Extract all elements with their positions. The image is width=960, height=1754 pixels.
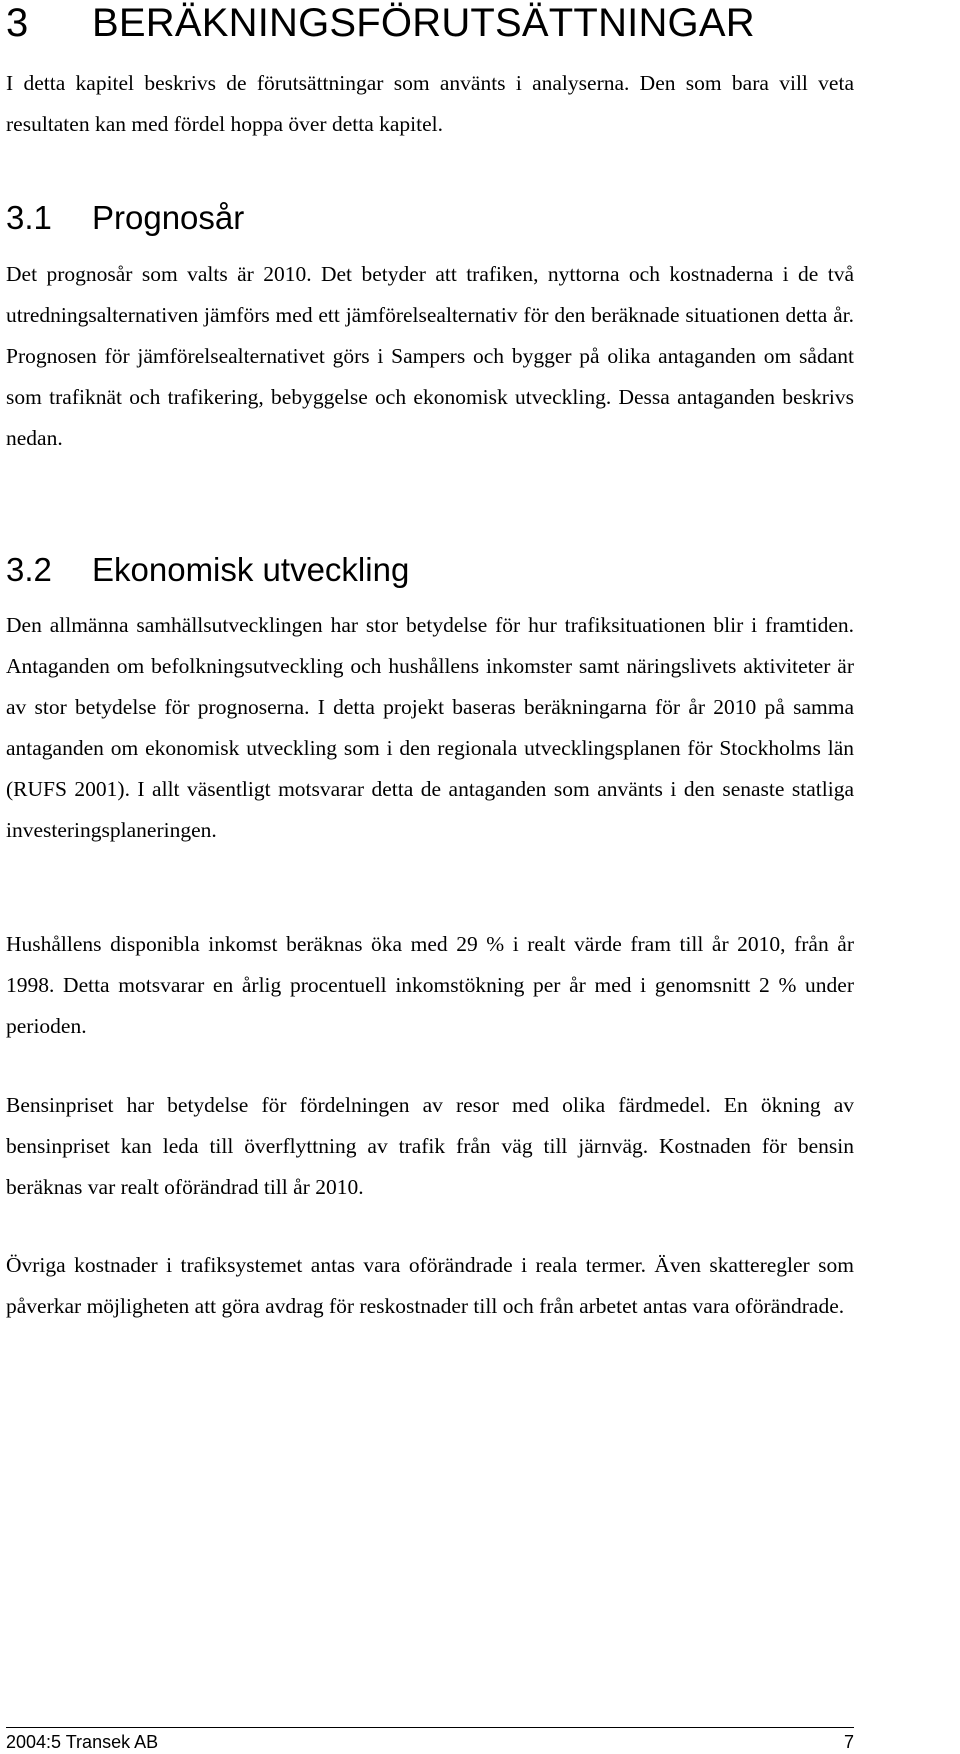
economic-development-paragraph-4: Övriga kostnader i trafiksystemet antas vara oförändrade i reala termer. Även skatteregler som påverkar möjligheten att göra avdrag för reskostnader till och från arbetet antas vara oförändrade. xyxy=(6,1253,854,1318)
chapter-intro-paragraph: I detta kapitel beskrivs de förutsättningar som använts i analyserna. Den som bara vill veta resultaten kan med fördel hoppa över detta kapitel. xyxy=(6,71,854,136)
footer-page-number: 7 xyxy=(843,1732,854,1752)
prognosis-year-paragraph: Det prognosår som valts är 2010. Det betyder att trafiken, nyttorna och kostnaderna i de två utredningsalternativen jämförs med ett jämförelsealternativ för den beräknade situationen detta år. Prognosen för jämförelsealternativet görs i Sampers och bygger på olika antaganden om sådant som trafiknät och trafikering, bebyggelse och ekonomisk utveckling. Dessa antaganden beskrivs nedan. xyxy=(6,262,854,450)
economic-development-paragraph-1: Den allmänna samhällsutvecklingen har stor betydelse för hur trafiksituationen blir i framtiden. Antaganden om befolkningsutveckling och hushållens inkomster samt näringslivets aktiviteter är av stor betydelse för prognoserna. I detta projekt baseras beräkningarna för år 2010 på samma antaganden om ekonomisk utveckling som i den regionala utvecklingsplanen för Stockholms län (RUFS 2001). I allt väsentligt motsvarar detta de antaganden som använts i den senaste statliga investeringsplaneringen. xyxy=(6,613,854,842)
footer-publisher: 2004:5 Transek AB xyxy=(6,1732,159,1752)
section-heading-3-2 xyxy=(6,550,409,590)
economic-development-paragraph-3: Bensinpriset har betydelse för fördelningen av resor med olika färdmedel. En ökning av bensinpriset kan leda till överflyttning av trafik från väg till järnväg. Kostnaden för bensin beräknas var realt oförändrad till år 2010. xyxy=(6,1093,854,1199)
section-number: 3.2 xyxy=(6,551,52,588)
chapter-heading xyxy=(6,0,755,46)
section-title: Prognosår xyxy=(92,199,245,236)
section-title: Ekonomisk utveckling xyxy=(92,551,410,588)
economic-development-paragraph-2: Hushållens disponibla inkomst beräknas öka med 29 % i realt värde fram till år 2010, från år 1998. Detta motsvarar en årlig procentuell inkomstökning per år med i genomsnitt 2 % under perioden. xyxy=(6,932,854,1038)
chapter-title: BERÄKNINGSFÖRUTSÄTTNINGAR xyxy=(92,1,755,45)
section-number: 3.1 xyxy=(6,199,52,236)
footer-divider xyxy=(6,1727,854,1728)
section-heading-3-1 xyxy=(6,198,244,238)
chapter-number: 3 xyxy=(6,1,29,45)
